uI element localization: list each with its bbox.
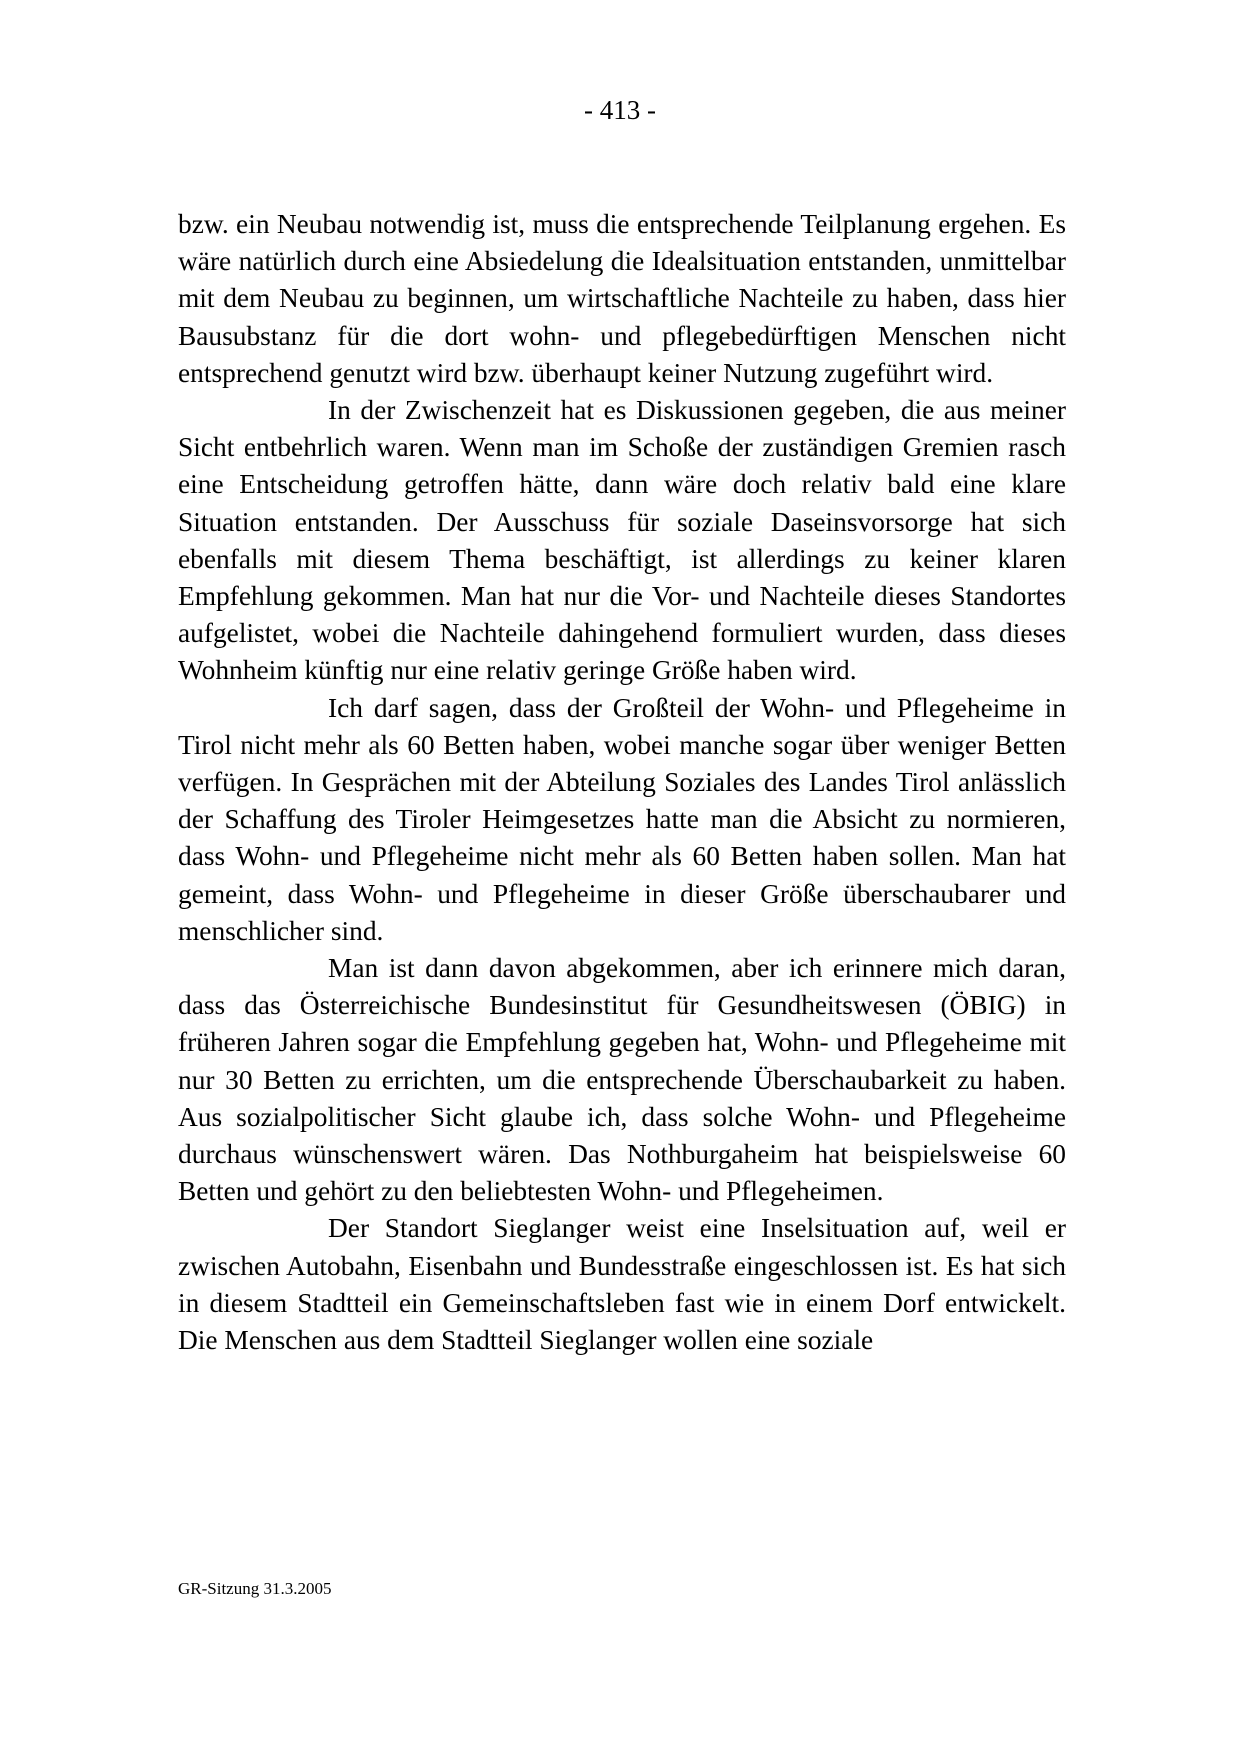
body-text <box>178 206 1066 1359</box>
paragraph-4: Man ist dann davon abgekommen, aber ich erinnere mich daran, dass das Österreichische Bundesinstitut für Gesundheitswesen (ÖBIG) in früheren Jahren sogar die Empfehlung gegeben hat, Wohn- und Pflegeheime mit nur 30 Betten zu errichten, um die entsprechende Überschaubarkeit zu haben. Aus sozialpolitischer Sicht glaube ich, dass solche Wohn- und Pflegeheime durchaus wünschenswert wären. Das Nothburgaheim hat beispielsweise 60 Betten und gehört zu den beliebtesten Wohn- und Pflegeheimen. <box>178 953 1066 1207</box>
footer-session-date: GR-Sitzung 31.3.2005 <box>178 1579 332 1598</box>
paragraph-3: Ich darf sagen, dass der Großteil der Wohn- und Pflegeheime in Tirol nicht mehr als 60 Betten haben, wobei manche sogar über weniger Betten verfügen. In Gesprächen mit der Abteilung Soziales des Landes Tirol anlässlich der Schaffung des Tiroler Heimgesetzes hatte man die Absicht zu normieren, dass Wohn- und Pflegeheime nicht mehr als 60 Betten haben sollen. Man hat gemeint, dass Wohn- und Pflegeheime in dieser Größe überschaubarer und menschlicher sind. <box>178 692 1066 946</box>
page-number: - 413 - <box>584 95 656 125</box>
paragraph-1: bzw. ein Neubau notwendig ist, muss die entsprechende Teilplanung ergehen. Es wäre natürlich durch eine Absiedelung die Idealsituation entstanden, unmittelbar mit dem Neubau zu beginnen, um wirtschaftliche Nachteile zu haben, dass hier Bausubstanz für die dort wohn- und pflegebedürftigen Menschen nicht entsprechend genutzt wird bzw. überhaupt keiner Nutzung zugeführt wird. <box>178 209 1066 388</box>
paragraph-5: Der Standort Sieglanger weist eine Inselsituation auf, weil er zwischen Autobahn, Eisenbahn und Bundesstraße eingeschlossen ist. Es hat sich in diesem Stadtteil ein Gemeinschaftsleben fast wie in einem Dorf entwickelt. Die Menschen aus dem Stadtteil Sieglanger wollen eine soziale <box>178 1213 1066 1356</box>
paragraph-2: In der Zwischenzeit hat es Diskussionen gegeben, die aus meiner Sicht entbehrlich waren. Wenn man im Schoße der zuständigen Gremien rasch eine Entscheidung getroffen hätte, dann wäre doch relativ bald eine klare Situation entstanden. Der Ausschuss für soziale Daseinsvorsorge hat sich ebenfalls mit diesem Thema beschäftigt, ist allerdings zu keiner klaren Empfehlung gekommen. Man hat nur die Vor- und Nachteile dieses Standortes aufgelistet, wobei die Nachteile dahingehend formuliert wurden, dass dieses Wohnheim künftig nur eine relativ geringe Größe haben wird. <box>178 395 1066 686</box>
